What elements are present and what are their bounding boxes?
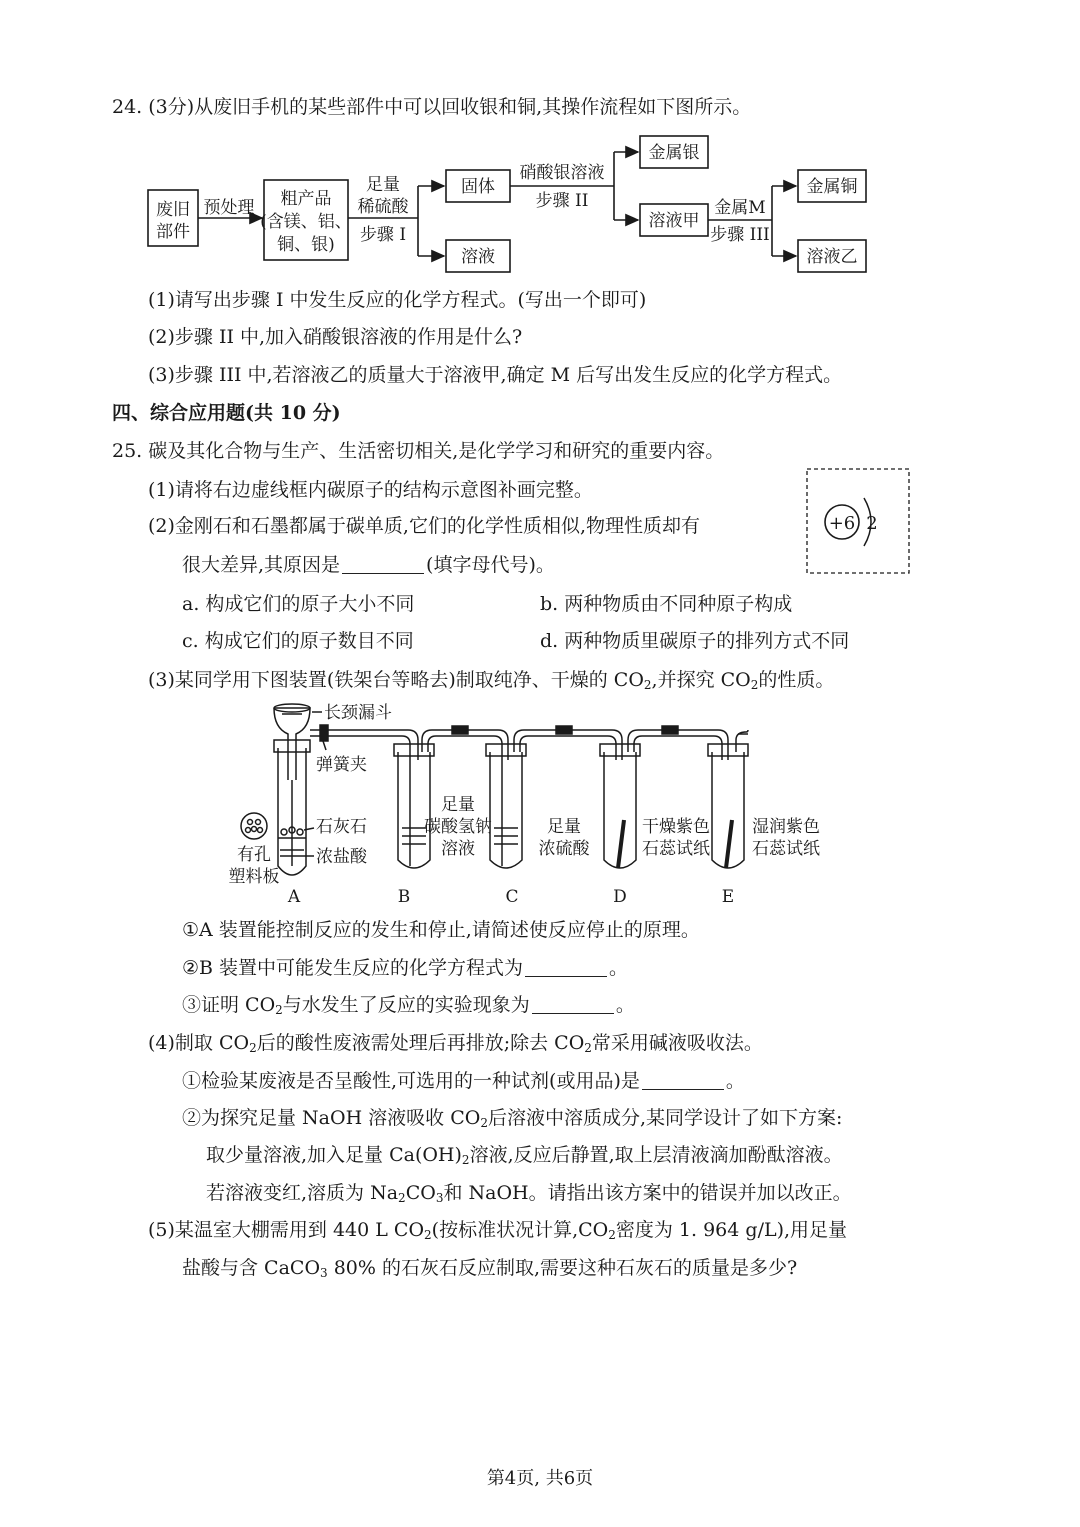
page-footer: 第4页, 共6页 <box>486 1468 594 1489</box>
sub-2: 2 <box>398 1191 406 1205</box>
label-hcl: 浓盐酸 <box>316 847 367 867</box>
q25-3-sub-1: ①A 装置能控制反应的发生和停止,请简述使反应停止的原理。 <box>182 919 700 941</box>
q25-3-sub-3-post: 与水发生了反应的实验现象为 <box>282 994 530 1016</box>
option-a: a. 构成它们的原子大小不同 <box>182 593 415 615</box>
flow-step2-top: 硝酸银溶液 <box>519 163 605 183</box>
q25-part-5-d: 盐酸与含 CaCO <box>182 1257 321 1279</box>
flow-pretreat: 预处理 <box>203 198 255 218</box>
flow-step2-bottom: 步骤 II <box>535 191 589 211</box>
q25-4-sub-2-b: 后溶液中溶质成分,某同学设计了如下方案: <box>487 1107 843 1129</box>
label-clip: 弹簧夹 <box>316 755 367 775</box>
flow-step1-top-2: 稀硫酸 <box>357 197 409 217</box>
q25-part-5-c: 密度为 1. 964 g/L),用足量 <box>615 1219 848 1241</box>
label-e-1: 湿润紫色 <box>752 817 820 837</box>
label-limestone: 石灰石 <box>316 817 367 837</box>
label-plate-1: 有孔 <box>237 845 271 865</box>
option-d: d. 两种物质里碳原子的排列方式不同 <box>540 630 850 652</box>
q25-part-4-a: (4)制取 CO <box>148 1032 250 1054</box>
atom-electrons: 2 <box>866 513 878 534</box>
label-funnel: 长颈漏斗 <box>324 703 392 723</box>
q25-part-4 <box>148 1031 763 1055</box>
answer-blank <box>525 958 607 977</box>
flow-solution: 溶液 <box>461 247 495 267</box>
q24-part-2: (2)步骤 II 中,加入硝酸银溶液的作用是什么? <box>148 326 523 348</box>
label-b-3: 溶液 <box>441 839 475 859</box>
flow-step1-bottom: 步骤 I <box>359 225 407 245</box>
q25-part-5 <box>148 1218 847 1242</box>
q25-part-3-a: (3)某同学用下图装置(铁架台等略去)制取纯净、干燥的 CO <box>148 669 644 691</box>
sub-2: 2 <box>249 1041 257 1055</box>
q25-part-5-line2 <box>182 1256 797 1280</box>
q25-3-sub-3-pre: ③证明 CO <box>182 994 276 1016</box>
q25-stem: 25. 碳及其化合物与生产、生活密切相关,是化学学习和研究的重要内容。 <box>112 440 725 462</box>
q25-4-sub-2 <box>182 1106 842 1130</box>
period: 。 <box>615 994 635 1016</box>
q25-4-sub-2-line3 <box>206 1181 852 1205</box>
q25-part-3-c: 的性质。 <box>758 669 835 691</box>
q25-part-2b-post: (填字母代号)。 <box>426 554 555 576</box>
label-plate-2: 塑料板 <box>228 867 280 887</box>
label-b-1: 足量 <box>441 795 475 815</box>
sub-3: 3 <box>435 1191 444 1205</box>
sub-2: 2 <box>424 1228 432 1242</box>
flow-step3-bottom: 步骤 III <box>710 225 770 245</box>
q25-part-5-e: 80% 的石灰石反应制取,需要这种石灰石的质量是多少? <box>327 1257 798 1279</box>
sub-3: 3 <box>320 1266 328 1280</box>
q24-stem: 24. (3分)从废旧手机的某些部件中可以回收银和铜,其操作流程如下图所示。 <box>112 96 752 118</box>
label-c-1: 足量 <box>547 817 581 837</box>
flow-sol-a: 溶液甲 <box>648 211 700 231</box>
flow-silver: 金属银 <box>648 143 700 163</box>
q24-part-1: (1)请写出步骤 I 中发生反应的化学方程式。(写出一个即可) <box>148 289 647 311</box>
atom-nucleus: +6 <box>828 513 856 534</box>
answer-blank <box>342 555 424 574</box>
label-c: C <box>505 887 519 907</box>
q25-3-sub-2 <box>182 956 628 980</box>
period: 。 <box>609 957 629 979</box>
q25-4-line3-c: 和 NaOH。请指出该方案中的错误并加以改正。 <box>443 1182 852 1204</box>
q24-part-3: (3)步骤 III 中,若溶液乙的质量大于溶液甲,确定 M 后写出发生反应的化学方程式。 <box>148 364 843 386</box>
label-d: D <box>613 887 627 907</box>
q25-4-line2-b: 溶液,反应后静置,取上层清液滴加酚酞溶液。 <box>469 1144 843 1166</box>
label-b-2: 碳酸氢钠 <box>424 817 492 837</box>
flow-step3-top: 金属M <box>714 198 766 218</box>
q25-4-sub-2-a: ②为探究足量 NaOH 溶液吸收 CO <box>182 1107 481 1129</box>
q25-part-2b <box>182 553 555 577</box>
q25-part-3-b: ,并探究 CO <box>651 669 751 691</box>
apparatus-diagram <box>226 700 866 910</box>
q25-4-sub-1 <box>182 1069 745 1093</box>
option-b: b. 两种物质由不同种原子构成 <box>540 593 793 615</box>
q25-part-1: (1)请将右边虚线框内碳原子的结构示意图补画完整。 <box>148 479 593 501</box>
q25-part-2a: (2)金刚石和石墨都属于碳单质,它们的化学性质相似,物理性质却有 <box>148 515 700 537</box>
flow-waste-1: 废旧 <box>156 200 190 220</box>
q25-4-line3-b: CO <box>405 1182 436 1204</box>
flow-crude-2: (含镁、铝、 <box>260 212 352 232</box>
q25-3-sub-3 <box>182 993 635 1017</box>
q25-part-5-a: (5)某温室大棚需用到 440 L CO <box>148 1219 425 1241</box>
flow-copper: 金属铜 <box>806 177 858 197</box>
flow-step1-top-1: 足量 <box>366 175 400 195</box>
label-d-2: 石蕊试纸 <box>642 839 710 859</box>
sub-2: 2 <box>608 1228 616 1242</box>
label-a: A <box>287 887 301 907</box>
sub-2: 2 <box>275 1003 283 1017</box>
period: 。 <box>725 1070 745 1092</box>
carbon-atom-diagram <box>806 468 910 576</box>
flow-crude-1: 粗产品 <box>280 189 332 209</box>
answer-blank <box>642 1071 724 1090</box>
label-c-2: 浓硫酸 <box>538 839 590 859</box>
sub-2: 2 <box>750 678 759 692</box>
sub-2: 2 <box>643 678 652 692</box>
sub-2: 2 <box>461 1153 470 1167</box>
q25-part-3 <box>148 668 834 692</box>
flow-sol-b: 溶液乙 <box>806 247 858 267</box>
sub-2: 2 <box>584 1041 592 1055</box>
q25-4-line3-a: 若溶液变红,溶质为 Na <box>206 1182 399 1204</box>
flow-solid: 固体 <box>461 177 495 197</box>
q24-flow-diagram <box>140 128 880 278</box>
option-c: c. 构成它们的原子数目不同 <box>182 630 414 652</box>
q25-4-sub-2-line2 <box>206 1143 843 1167</box>
flow-crude-3: 铜、银) <box>277 235 335 255</box>
q25-3-sub-2-text: ②B 装置中可能发生反应的化学方程式为 <box>182 957 524 979</box>
section-4-title: 四、综合应用题(共 10 分) <box>112 402 341 424</box>
label-e: E <box>721 887 735 907</box>
label-b: B <box>397 887 411 907</box>
q25-part-4-b: 后的酸性废液需处理后再排放;除去 CO <box>256 1032 585 1054</box>
q25-part-2b-pre: 很大差异,其原因是 <box>182 554 341 576</box>
flow-waste-2: 部件 <box>156 222 190 242</box>
q25-4-line2-a: 取少量溶液,加入足量 Ca(OH) <box>206 1144 462 1166</box>
answer-blank <box>532 995 614 1014</box>
label-d-1: 干燥紫色 <box>642 817 710 837</box>
q25-part-5-b: (按标准状况计算,CO <box>431 1219 609 1241</box>
q25-part-4-c: 常采用碱液吸收法。 <box>591 1032 763 1054</box>
label-e-2: 石蕊试纸 <box>752 839 820 859</box>
sub-2: 2 <box>480 1116 488 1130</box>
q25-4-sub-1-text: ①检验某废液是否呈酸性,可选用的一种试剂(或用品)是 <box>182 1070 640 1092</box>
